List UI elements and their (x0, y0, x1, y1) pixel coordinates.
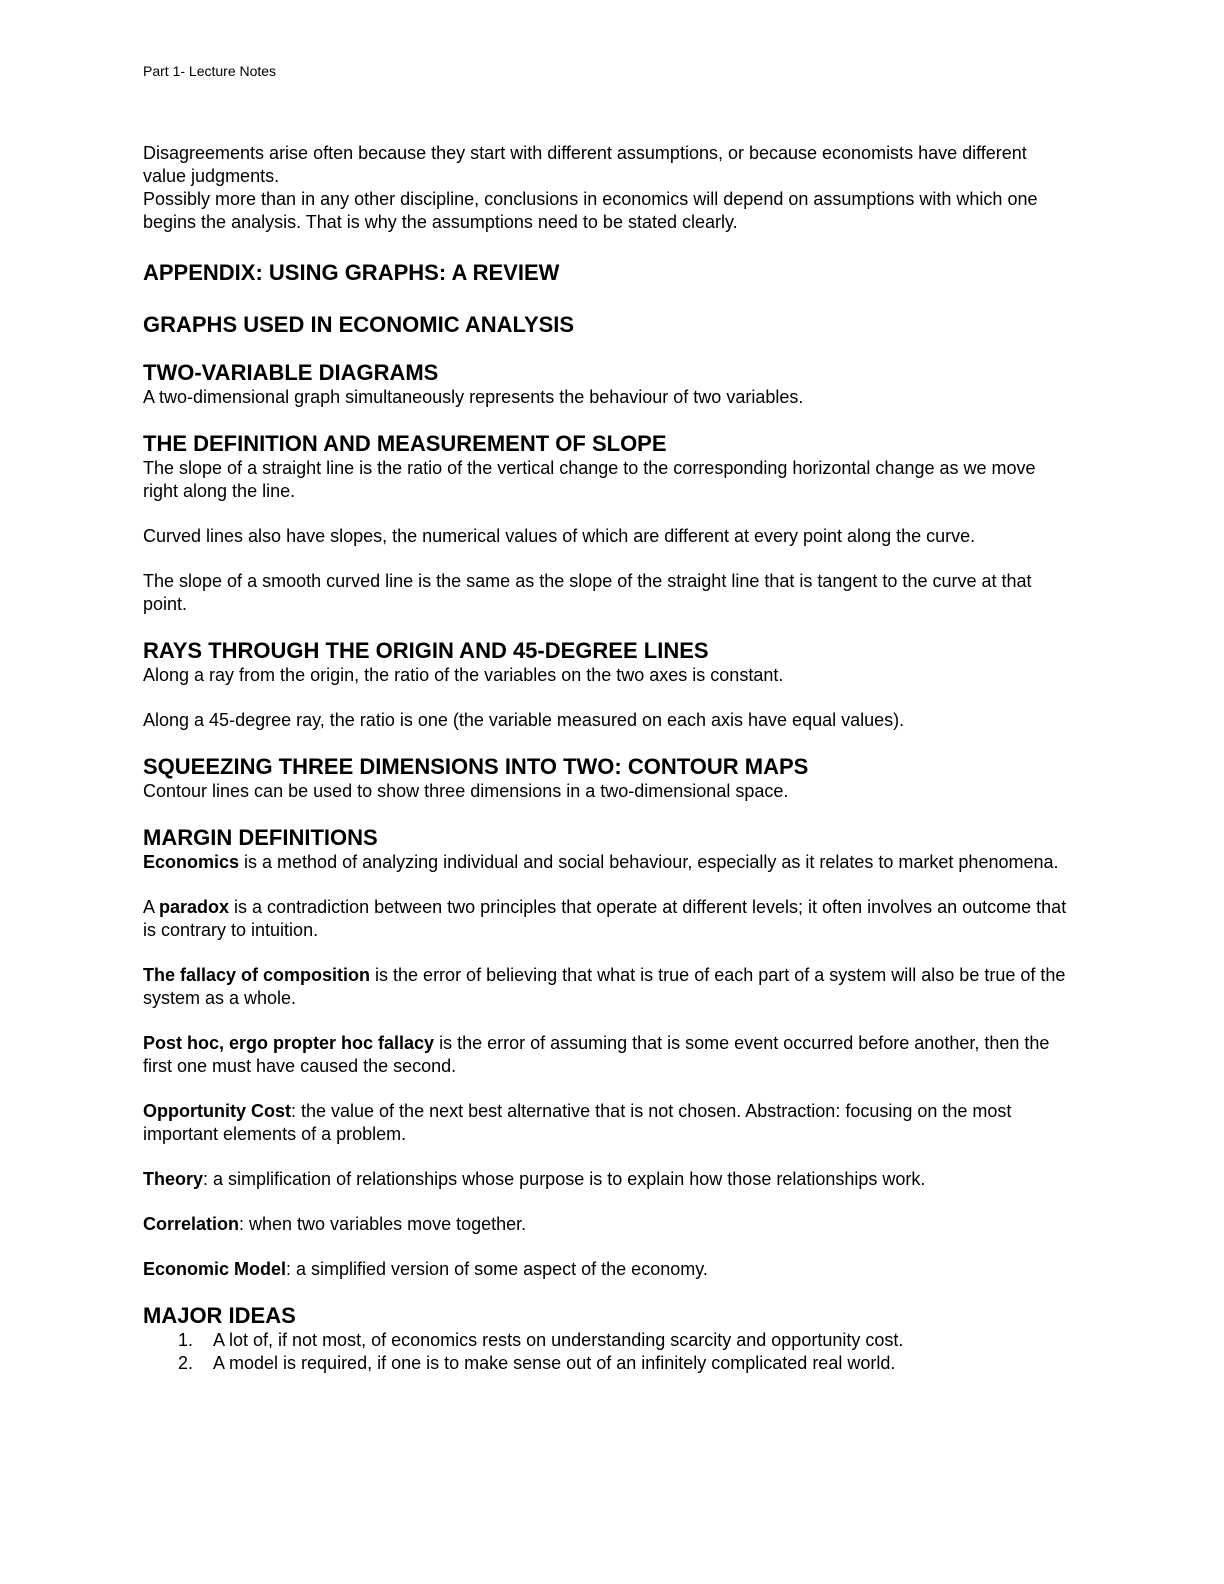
definition-term: The fallacy of composition (143, 965, 371, 985)
two-variable-heading: TWO-VARIABLE DIAGRAMS (143, 360, 439, 385)
major-ideas-heading: MAJOR IDEAS (143, 1303, 296, 1328)
definition-fallacy-of-composition: The fallacy of composition is the error of believing that what is true of each part of a system will also be true of the system as a whole. (143, 965, 1066, 1008)
definition-term: Post hoc, ergo propter hoc fallacy (143, 1033, 435, 1053)
list-item-number: 1. (178, 1330, 194, 1350)
definition-economics: Economics is a method of analyzing individual and social behaviour, especially as it relates to market phenomena. (143, 852, 1059, 872)
definition-economic-model: Economic Model: a simplified version of some aspect of the economy. (143, 1259, 708, 1279)
list-item (143, 1329, 1073, 1352)
list-item-number: 2. (178, 1353, 194, 1373)
two-variable-text: A two-dimensional graph simultaneously represents the behaviour of two variables. (143, 387, 804, 407)
definition-term: Theory (143, 1169, 204, 1189)
slope-paragraph-1: The slope of a straight line is the ratio of the vertical change to the corresponding horizontal change as we move right along the line. (143, 458, 1036, 501)
slope-paragraph-3: The slope of a smooth curved line is the same as the slope of the straight line that is tangent to the curve at that point. (143, 571, 1032, 614)
rays-paragraph-1: Along a ray from the origin, the ratio of the variables on the two axes is constant. (143, 665, 784, 685)
definition-term: Economic Model (143, 1259, 287, 1279)
definition-theory: Theory: a simplification of relationships whose purpose is to explain how those relationships work. (143, 1169, 926, 1189)
running-header: Part 1- Lecture Notes (143, 63, 277, 79)
definition-opportunity-cost: Opportunity Cost: the value of the next best alternative that is not chosen. Abstraction: focusing on the most important elements of a problem. (143, 1101, 1012, 1144)
list-item (143, 1352, 1073, 1375)
intro-paragraph-2: Possibly more than in any other discipline, conclusions in economics will depend on assumptions with which one begins the analysis. That is why the assumptions need to be stated clearly. (143, 189, 1038, 232)
definition-correlation: Correlation: when two variables move together. (143, 1214, 527, 1234)
definition-paradox: A paradox is a contradiction between two principles that operate at different levels; it often involves an outcome that is contrary to intuition. (143, 897, 1067, 940)
list-item-text: A lot of, if not most, of economics rests on understanding scarcity and opportunity cost. (213, 1330, 904, 1350)
margin-definitions-heading: MARGIN DEFINITIONS (143, 825, 378, 850)
appendix-title: APPENDIX: USING GRAPHS: A REVIEW (143, 260, 560, 285)
definition-term: Economics (143, 852, 240, 872)
contour-text: Contour lines can be used to show three dimensions in a two-dimensional space. (143, 781, 789, 801)
document-body (143, 142, 1073, 1375)
definition-term: paradox (159, 897, 230, 917)
rays-heading: RAYS THROUGH THE ORIGIN AND 45-DEGREE LINES (143, 638, 709, 663)
definition-term: Correlation (143, 1214, 240, 1234)
definition-post-hoc: Post hoc, ergo propter hoc fallacy is the error of assuming that is some event occurred before another, then the first one must have caused the second. (143, 1033, 1050, 1076)
rays-paragraph-2: Along a 45-degree ray, the ratio is one (the variable measured on each axis have equal values). (143, 710, 905, 730)
definition-term: Opportunity Cost (143, 1101, 291, 1121)
intro-paragraph-1: Disagreements arise often because they start with different assumptions, or because economists have different value judgments. (143, 143, 1027, 186)
list-item-text: A model is required, if one is to make sense out of an infinitely complicated real world. (213, 1353, 896, 1373)
slope-heading: THE DEFINITION AND MEASUREMENT OF SLOPE (143, 431, 667, 456)
slope-paragraph-2: Curved lines also have slopes, the numerical values of which are different at every point along the curve. (143, 526, 976, 546)
contour-heading: SQUEEZING THREE DIMENSIONS INTO TWO: CONTOUR MAPS (143, 754, 809, 779)
appendix-subtitle: GRAPHS USED IN ECONOMIC ANALYSIS (143, 312, 575, 337)
major-ideas-list (143, 1329, 1073, 1375)
